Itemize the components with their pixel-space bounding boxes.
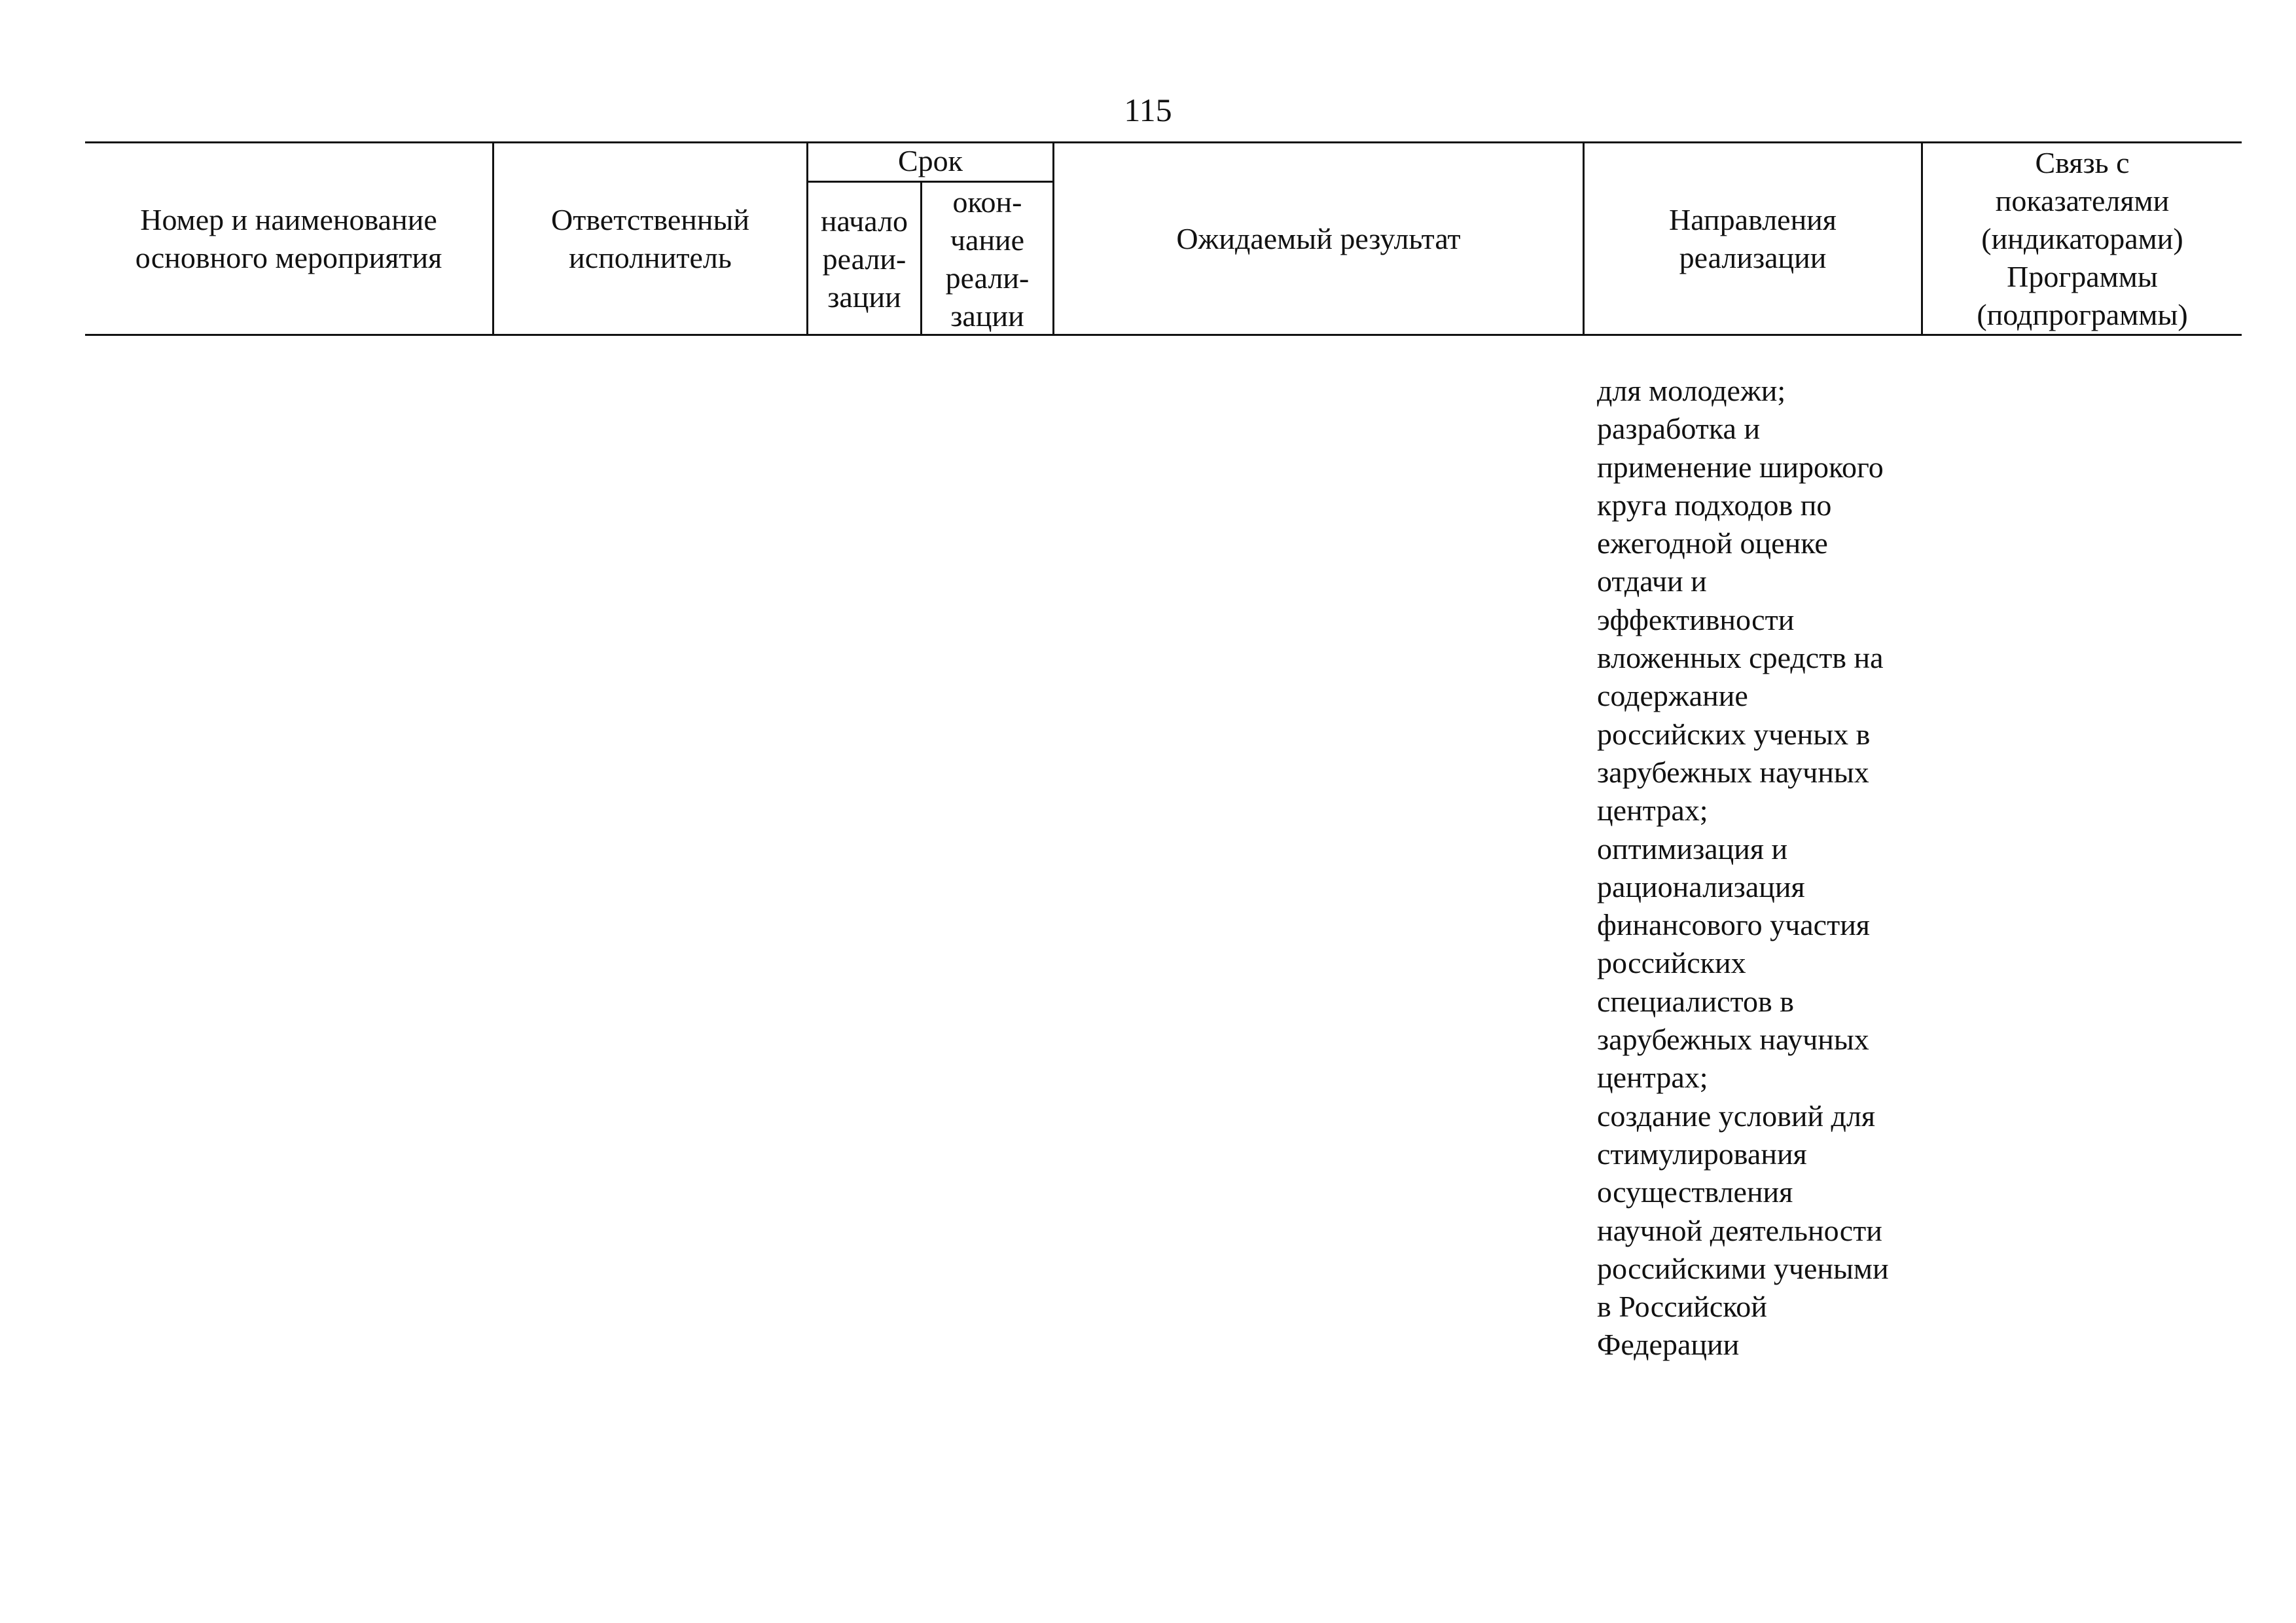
directions-line: центрах; (1597, 793, 1708, 828)
header-directions (1585, 141, 1921, 336)
header-end-line1: окон- (952, 185, 1022, 219)
directions-line: вложенных средств на (1597, 641, 1884, 675)
header-end (922, 183, 1052, 336)
directions-line: эффективности (1597, 602, 1795, 636)
header-executor (494, 141, 806, 336)
directions-line: ежегодной оценке (1597, 526, 1828, 560)
header-indicators-line5: (подпрограммы) (1977, 297, 2188, 331)
directions-line: применение широкого (1597, 450, 1884, 484)
header-srok-label: Срок (897, 144, 963, 177)
directions-line: стимулирования (1597, 1137, 1807, 1171)
directions-line: отдачи и (1597, 564, 1707, 598)
header-srok (808, 141, 1052, 181)
header-start (808, 183, 920, 336)
directions-line: российских (1597, 946, 1746, 980)
directions-line: разработка и (1597, 412, 1761, 446)
directions-line: научной деятельности (1597, 1213, 1882, 1247)
header-event-name-line2: основного мероприятия (135, 240, 442, 274)
directions-line: в Российской (1597, 1290, 1767, 1324)
header-indicators-line3: (индикаторами) (1981, 221, 2183, 255)
header-executor-line1: Ответственный (551, 202, 749, 236)
header-expected-result (1054, 141, 1583, 336)
header-expected-result-line1: Ожидаемый результат (1176, 221, 1461, 255)
header-end-line4: зации (950, 299, 1024, 333)
directions-line: рационализация (1597, 869, 1805, 903)
header-indicators-line2: показателями (1995, 183, 2170, 217)
directions-line: создание условий для (1597, 1099, 1876, 1133)
header-indicators-line4: Программы (2007, 259, 2158, 293)
directions-cell-text (1597, 372, 1924, 1364)
directions-line: круга подходов по (1597, 488, 1832, 522)
directions-line: российскими учеными (1597, 1251, 1889, 1285)
directions-line: зарубежных научных (1597, 1023, 1869, 1057)
directions-line: оптимизация и (1597, 831, 1788, 866)
header-indicators-link (1923, 141, 2242, 336)
directions-line: для молодежи; (1597, 374, 1786, 407)
directions-line: содержание (1597, 679, 1748, 713)
header-directions-line2: реализации (1679, 240, 1827, 274)
directions-line: российских ученых в (1597, 717, 1871, 751)
header-directions-line1: Направления (1669, 202, 1837, 236)
header-start-line3: зации (827, 280, 901, 314)
header-event-name-line1: Номер и наименование (140, 202, 437, 236)
header-indicators-line1: Связь с (2035, 145, 2130, 179)
directions-line: финансового участия (1597, 908, 1870, 942)
directions-line: специалистов в (1597, 984, 1794, 1018)
directions-line: зарубежных научных (1597, 755, 1869, 789)
directions-line: Федерации (1597, 1328, 1740, 1362)
directions-line: центрах; (1597, 1061, 1708, 1095)
page-number: 115 (1124, 92, 1172, 128)
header-start-line2: реали- (822, 242, 906, 276)
header-end-line2: чание (950, 223, 1025, 257)
header-executor-line2: исполнитель (569, 240, 732, 274)
directions-line: осуществления (1597, 1175, 1793, 1209)
header-end-line3: реали- (945, 261, 1030, 295)
header-start-line1: начало (820, 204, 908, 238)
header-event-name (85, 141, 492, 336)
